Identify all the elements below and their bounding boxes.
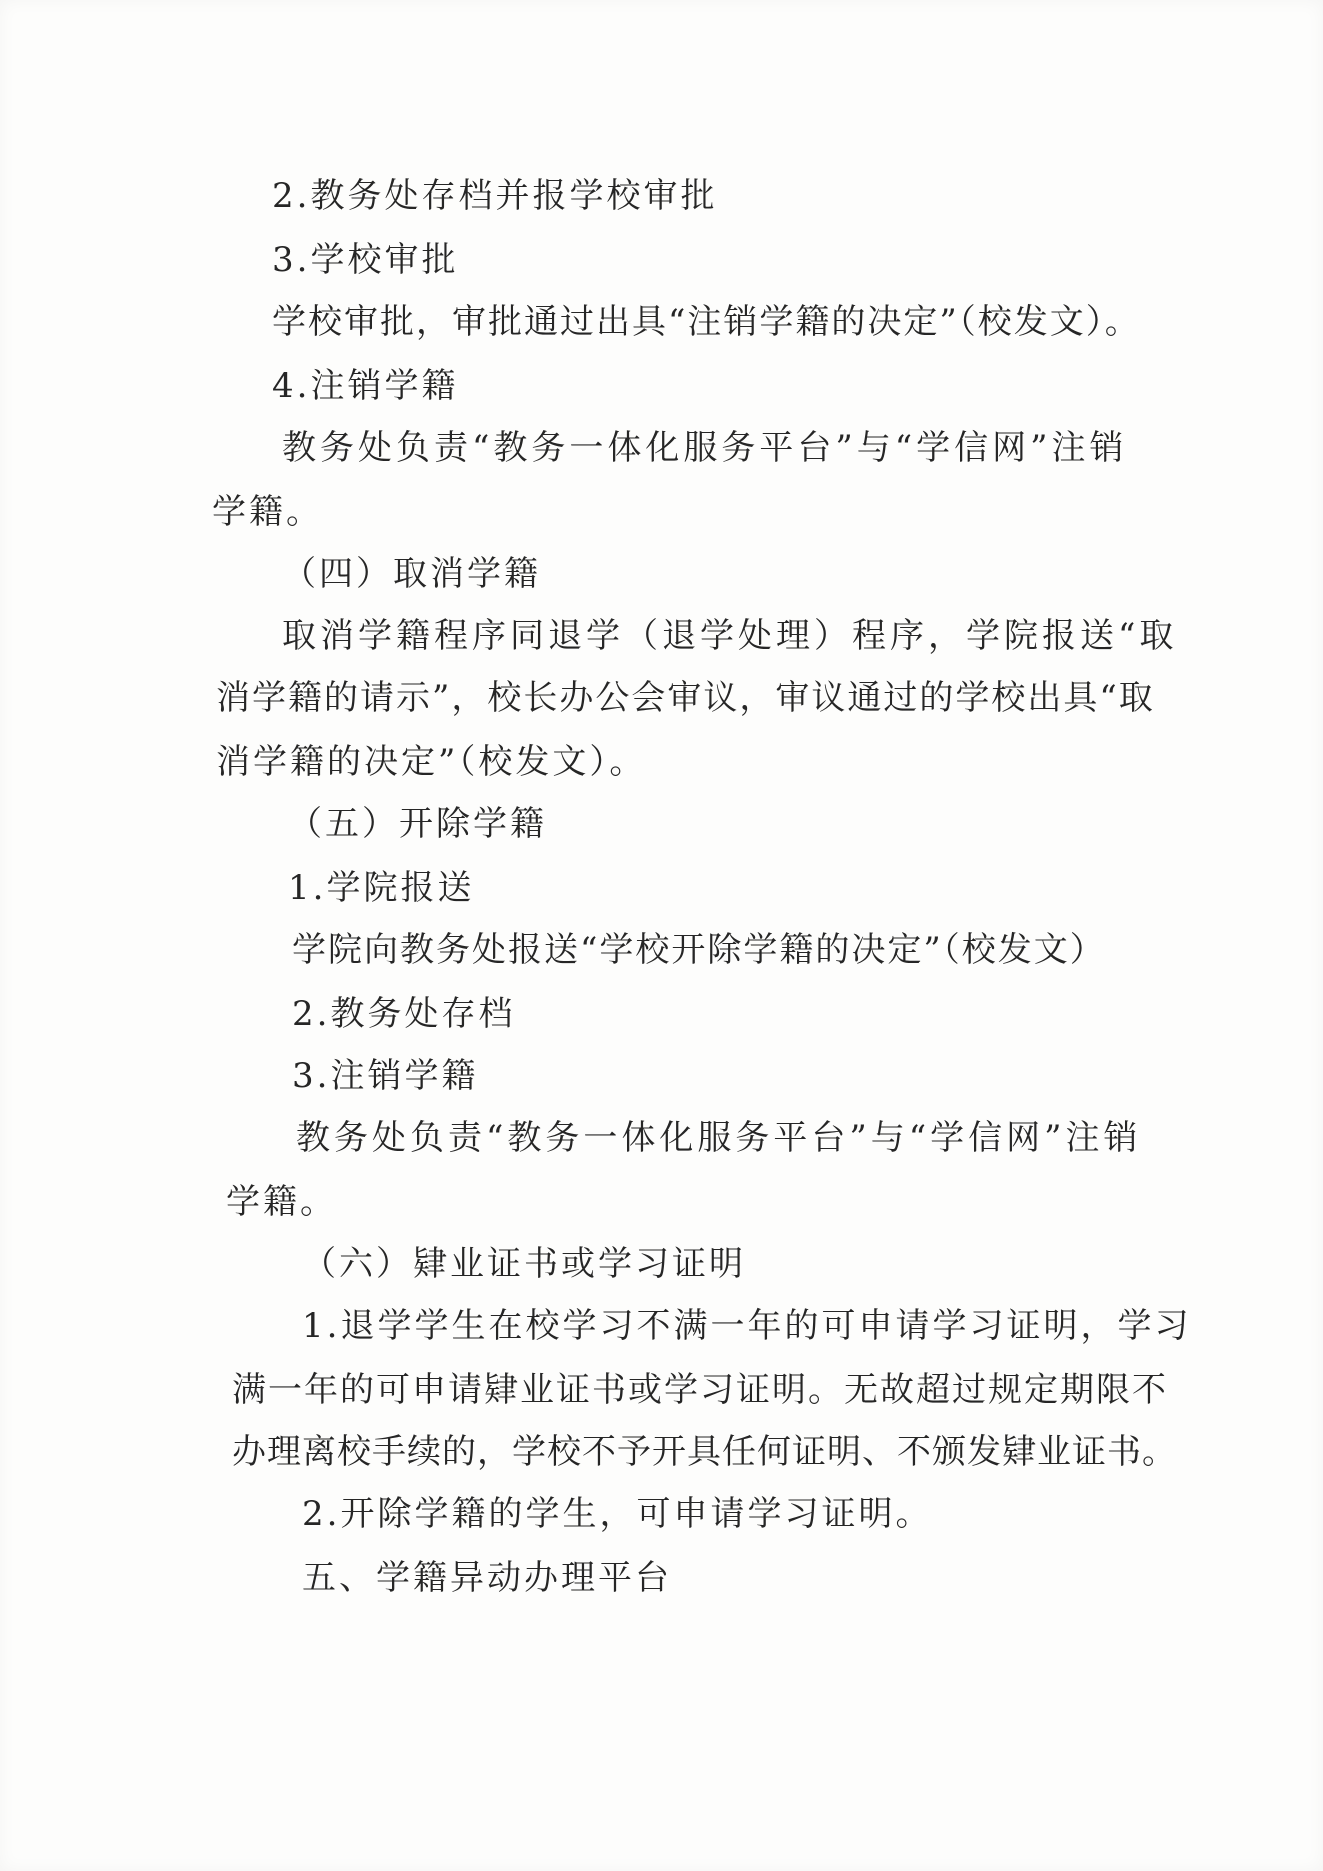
doc-line-11: （五）开除学籍 [288, 804, 547, 844]
doc-line-15: 3.注销学籍 [292, 1056, 479, 1096]
doc-line-17: 学籍。 [226, 1182, 337, 1222]
doc-line-5: 教务处负责“教务一体化服务平台”与“学信网”注销 [282, 428, 1128, 468]
doc-line-8: 取消学籍程序同退学（退学处理）程序，学院报送“取 [282, 616, 1178, 656]
doc-line-2: 3.学校审批 [272, 240, 459, 280]
doc-line-7: （四）取消学籍 [282, 554, 541, 594]
doc-line-9: 消学籍的请示”，校长办公会审议，审议通过的学校出具“取 [216, 678, 1155, 718]
doc-line-1: 2.教务处存档并报学校审批 [272, 176, 718, 216]
doc-line-18: （六）肄业证书或学习证明 [302, 1244, 746, 1284]
doc-line-19: 1.退学学生在校学习不满一年的可申请学习证明，学习 [302, 1306, 1192, 1346]
doc-line-20: 满一年的可申请肄业证书或学习证明。无故超过规定期限不 [232, 1370, 1168, 1410]
doc-line-6: 学籍。 [212, 492, 323, 532]
doc-line-10: 消学籍的决定”（校发文）。 [216, 742, 647, 782]
doc-line-16: 教务处负责“教务一体化服务平台”与“学信网”注销 [296, 1118, 1142, 1158]
doc-line-13: 学院向教务处报送“学校开除学籍的决定”（校发文） [292, 930, 1106, 970]
doc-line-22: 2.开除学籍的学生，可申请学习证明。 [302, 1494, 933, 1534]
doc-line-3: 学校审批，审批通过出具“注销学籍的决定”（校发文）。 [272, 302, 1141, 342]
doc-line-14: 2.教务处存档 [292, 994, 516, 1034]
doc-line-4: 4.注销学籍 [272, 366, 459, 406]
doc-line-12: 1.学院报送 [288, 868, 475, 908]
doc-line-21: 办理离校手续的，学校不予开具任何证明、不颁发肄业证书。 [232, 1432, 1177, 1472]
doc-line-23: 五、学籍异动办理平台 [302, 1558, 672, 1598]
